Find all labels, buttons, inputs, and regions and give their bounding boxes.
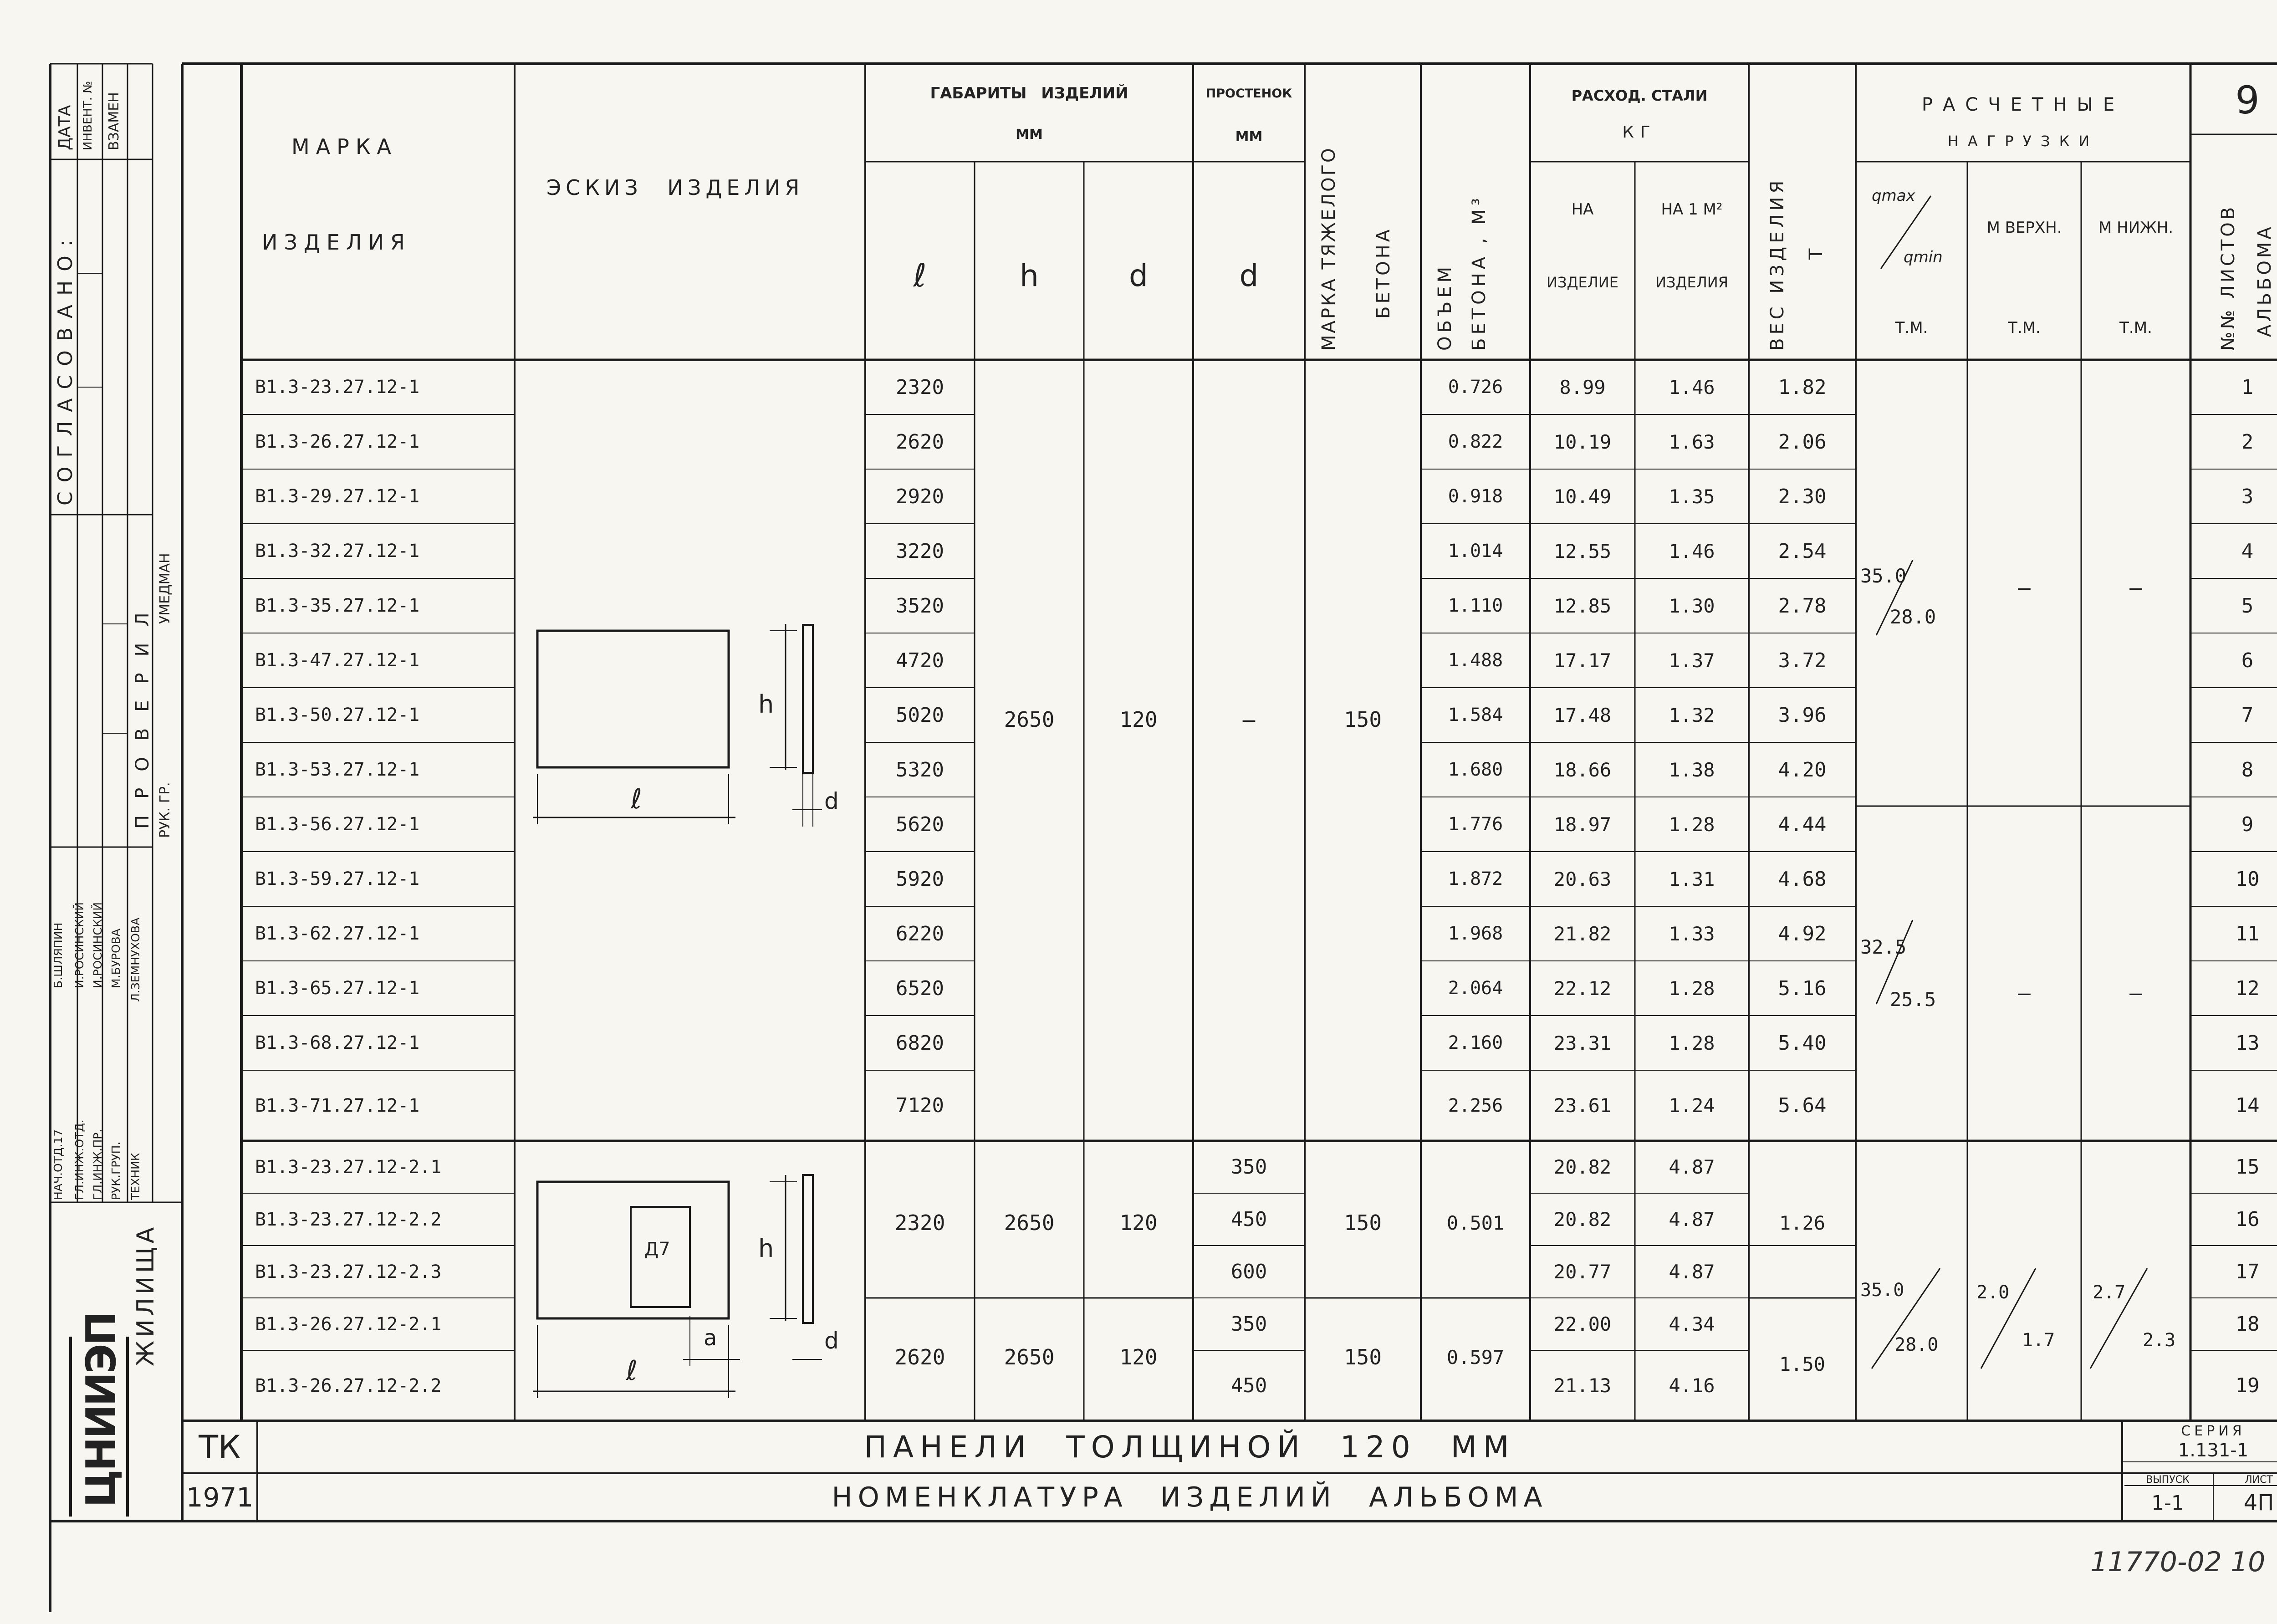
row-steel: 17.48 xyxy=(1553,704,1612,726)
header-volume: ОБЪЕМ xyxy=(1435,263,1455,351)
row-weight: 3.96 xyxy=(1778,703,1827,727)
g3-concrete: 150 xyxy=(1343,1345,1382,1369)
row-steel: 20.63 xyxy=(1553,868,1612,890)
row-length: 7120 xyxy=(896,1094,944,1117)
row-mark: В1.3-26.27.12-1 xyxy=(255,431,420,452)
header-per-item: НА xyxy=(1571,200,1594,219)
sketch1-h-label: h xyxy=(758,690,774,719)
row-mark: В1.3-71.27.12-1 xyxy=(255,1095,420,1116)
row-length: 5920 xyxy=(896,867,944,891)
row-mark: В1.3-29.27.12-1 xyxy=(255,486,420,507)
row-volume: 1.014 xyxy=(1448,541,1503,562)
row-steel: 20.77 xyxy=(1553,1261,1612,1283)
header-m-top: М ВЕРХН. xyxy=(1986,219,2062,237)
row-mark: В1.3-23.27.12-2.3 xyxy=(255,1261,442,1282)
row-mark: В1.3-23.27.12-2.2 xyxy=(255,1209,442,1230)
sketch1-d-label: d xyxy=(824,788,839,814)
row-steel-m2: 1.38 xyxy=(1669,758,1715,781)
header-sheets: №№ ЛИСТОВ xyxy=(2218,204,2239,351)
row-weight: 2.06 xyxy=(1778,430,1827,454)
checker-role: РУК. ГР. xyxy=(157,782,173,838)
row-mark: В1.3-35.27.12-1 xyxy=(255,595,420,616)
row-steel-m2: 1.30 xyxy=(1669,594,1715,617)
row-steel-m2: 1.33 xyxy=(1669,922,1715,945)
row-length: 4720 xyxy=(896,649,944,672)
sheet-label: ЛИСТ xyxy=(2245,1474,2273,1486)
g2-d: 120 xyxy=(1119,1210,1158,1235)
row-steel-m2: 1.28 xyxy=(1669,1032,1715,1054)
row-weight: 5.64 xyxy=(1778,1094,1827,1117)
row-steel-m2: 1.32 xyxy=(1669,704,1715,726)
row-steel: 10.49 xyxy=(1553,485,1612,508)
header-mark-2: ИЗДЕЛИЯ xyxy=(262,230,411,255)
row-steel: 18.66 xyxy=(1553,758,1612,781)
row-pier: 450 xyxy=(1230,1374,1267,1397)
row-sheet-number: 5 xyxy=(2241,594,2254,618)
qc-m-bot-b: 2.3 xyxy=(2143,1330,2176,1351)
row-volume: 2.160 xyxy=(1448,1032,1503,1053)
row-length: 5320 xyxy=(896,758,944,781)
g2-concrete: 150 xyxy=(1343,1210,1382,1235)
header-qmax: qmax xyxy=(1872,187,1915,205)
row-steel-m2: 1.35 xyxy=(1669,485,1715,508)
header-concrete: МАРКА ТЯЖЕЛОГО xyxy=(1318,146,1339,351)
row-length: 2920 xyxy=(896,485,944,508)
row-volume: 2.256 xyxy=(1448,1095,1503,1116)
row-steel: 10.19 xyxy=(1553,430,1612,453)
row-weight: 4.20 xyxy=(1778,758,1827,781)
row-sheet-number: 8 xyxy=(2241,758,2254,781)
row-volume: 0.726 xyxy=(1448,377,1503,398)
g1-concrete: 150 xyxy=(1343,707,1382,732)
header-steel-unit: КГ xyxy=(1622,123,1657,142)
row-steel-m2: 1.46 xyxy=(1669,540,1715,562)
row-weight: 2.54 xyxy=(1778,539,1827,563)
row-weight: 4.92 xyxy=(1778,922,1827,945)
stamp-inventory-label: ИНВЕНТ. № xyxy=(81,81,95,150)
g2-l: 2320 xyxy=(894,1210,945,1235)
issue-label: ВЫПУСК xyxy=(2146,1474,2190,1486)
row-sheet-number: 4 xyxy=(2241,539,2254,563)
header-d: d xyxy=(1129,258,1148,293)
row-mark: В1.3-65.27.12-1 xyxy=(255,978,420,999)
qa-qmin: 28.0 xyxy=(1890,606,1936,628)
header-per-m2: НА 1 М² xyxy=(1661,200,1723,219)
row-pier: 350 xyxy=(1230,1155,1267,1179)
row-length: 3520 xyxy=(896,594,944,618)
row-sheet-number: 16 xyxy=(2235,1208,2260,1231)
header-l: ℓ xyxy=(913,257,927,294)
qb-m-bot: — xyxy=(2129,981,2142,1005)
row-volume: 1.872 xyxy=(1448,868,1503,889)
sketch2-a-label: a xyxy=(704,1325,717,1351)
department-label: ЖИЛИЩА xyxy=(132,1223,159,1366)
header-unit-mtop: Т.М. xyxy=(2008,319,2041,337)
title-line-2: НОМЕНКЛАТУРА ИЗДЕЛИЙ АЛЬБОМА xyxy=(832,1481,1548,1513)
row-steel: 12.85 xyxy=(1553,594,1612,617)
g2-weight: 1.26 xyxy=(1779,1211,1826,1234)
row-volume: 1.776 xyxy=(1448,814,1503,835)
row-volume: 1.488 xyxy=(1448,650,1503,671)
row-volume: 1.968 xyxy=(1448,923,1503,944)
row-mark: В1.3-56.27.12-1 xyxy=(255,814,420,835)
row-sheet-number: 9 xyxy=(2241,812,2254,836)
row-sheet-number: 15 xyxy=(2235,1155,2260,1179)
row-steel: 12.55 xyxy=(1553,540,1612,562)
row-sheet-number: 10 xyxy=(2235,867,2260,891)
g1-h: 2650 xyxy=(1004,707,1055,732)
row-sheet-number: 6 xyxy=(2241,649,2254,672)
row-volume: 2.064 xyxy=(1448,978,1503,999)
header-h: h xyxy=(1020,258,1039,293)
row-steel-m2: 1.24 xyxy=(1669,1094,1715,1117)
row-weight: 4.44 xyxy=(1778,812,1827,836)
row-steel: 21.13 xyxy=(1553,1374,1612,1397)
row-length: 6220 xyxy=(896,922,944,945)
header-qmin: qmin xyxy=(1904,248,1943,266)
qa-m-top: — xyxy=(2018,575,2031,600)
header-sheets-2: АЛЬБОМА xyxy=(2254,224,2275,337)
row-steel-m2: 1.28 xyxy=(1669,813,1715,836)
header-dims-unit: ММ xyxy=(1016,126,1043,143)
qc-qmax: 35.0 xyxy=(1860,1280,1904,1301)
header-concrete-2: БЕТОНА xyxy=(1373,226,1394,319)
sketch2-door-label: Д7 xyxy=(644,1239,670,1260)
row-steel: 21.82 xyxy=(1553,922,1612,945)
row-steel-m2: 1.63 xyxy=(1669,430,1715,453)
checker-name: УМЕДМАН xyxy=(157,553,173,624)
name-1: Б.ШЛЯПИН xyxy=(51,922,65,988)
row-mark: В1.3-26.27.12-2.2 xyxy=(255,1375,442,1396)
issue-value: 1-1 xyxy=(2151,1491,2184,1515)
row-steel: 17.17 xyxy=(1553,649,1612,672)
qc-m-top: 2.0 xyxy=(1976,1282,2010,1303)
row-length: 3220 xyxy=(896,539,944,563)
g2-volume: 0.501 xyxy=(1446,1211,1505,1234)
row-steel: 23.31 xyxy=(1553,1032,1612,1054)
row-sheet-number: 18 xyxy=(2235,1312,2260,1336)
g3-d: 120 xyxy=(1119,1345,1158,1369)
header-pier-unit: ММ xyxy=(1235,128,1263,145)
row-sheet-number: 1 xyxy=(2241,375,2254,399)
header-d2: d xyxy=(1239,258,1259,293)
row-steel-m2: 1.31 xyxy=(1669,868,1715,890)
checked-label: ПРОВЕРИЛ xyxy=(132,596,153,829)
header-volume-2: БЕТОНА , М³ xyxy=(1469,194,1490,351)
row-weight: 5.16 xyxy=(1778,976,1827,1000)
row-length: 5020 xyxy=(896,703,944,727)
institute-logo: ЦНИИЭП xyxy=(77,1313,125,1507)
g2-h: 2650 xyxy=(1004,1210,1055,1235)
header-dims: ГАБАРИТЫ ИЗДЕЛИЙ xyxy=(930,84,1128,102)
row-sheet-number: 11 xyxy=(2235,922,2260,945)
sketch2-l-label: ℓ xyxy=(626,1355,638,1387)
row-volume: 1.110 xyxy=(1448,595,1503,616)
header-pier: ПРОСТЕНОК xyxy=(1205,86,1292,101)
name-5: Л.ЗЕМНУХОВА xyxy=(129,917,142,1002)
row-steel-m2: 4.87 xyxy=(1669,1156,1715,1178)
g3-weight: 1.50 xyxy=(1779,1353,1826,1375)
row-weight: 2.78 xyxy=(1778,594,1827,618)
row-steel: 20.82 xyxy=(1553,1156,1612,1178)
qc-m-top-b: 1.7 xyxy=(2022,1330,2055,1351)
row-weight: 4.68 xyxy=(1778,867,1827,891)
row-volume: 0.822 xyxy=(1448,431,1503,452)
qc-qmin: 28.0 xyxy=(1894,1334,1939,1355)
row-steel: 23.61 xyxy=(1553,1094,1612,1117)
qb-m-top: — xyxy=(2018,981,2031,1005)
name-2: И.РОСИНСКИЙ xyxy=(73,902,86,988)
header-per-item-2: ИЗДЕЛИЕ xyxy=(1547,274,1618,291)
approved-label: СОГЛАСОВАНО: xyxy=(54,230,77,506)
row-sheet-number: 12 xyxy=(2235,976,2260,1000)
row-sheet-number: 3 xyxy=(2241,485,2254,508)
row-steel-m2: 1.28 xyxy=(1669,977,1715,1000)
row-length: 6820 xyxy=(896,1031,944,1055)
header-loads: РАСЧЕТНЫЕ xyxy=(1921,94,2125,115)
row-mark: В1.3-62.27.12-1 xyxy=(255,923,420,944)
row-mark: В1.3-32.27.12-1 xyxy=(255,541,420,562)
header-per-m2-2: ИЗДЕЛИЯ xyxy=(1655,274,1728,291)
row-steel: 8.99 xyxy=(1559,376,1606,398)
row-mark: В1.3-26.27.12-2.1 xyxy=(255,1313,442,1335)
row-steel: 22.00 xyxy=(1553,1313,1612,1335)
sketch2-d-label: d xyxy=(824,1328,839,1354)
header-weight-unit: Т xyxy=(1806,248,1827,260)
sheet-value: 4П xyxy=(2243,1490,2274,1516)
row-steel-m2: 4.34 xyxy=(1669,1313,1715,1335)
header-unit-mbot: Т.М. xyxy=(2119,319,2152,337)
role-2: ГЛ.ИНЖ.ОТД. xyxy=(73,1119,86,1200)
row-mark: В1.3-23.27.12-1 xyxy=(255,377,420,398)
g1-d: 120 xyxy=(1119,707,1158,732)
year-label: 1971 xyxy=(186,1481,254,1513)
header-mark: МАРКА xyxy=(291,134,398,159)
row-steel: 20.82 xyxy=(1553,1208,1612,1231)
series-value: 1.131-1 xyxy=(2178,1440,2249,1461)
qc-m-bot: 2.7 xyxy=(2093,1282,2126,1303)
role-4: РУК.ГРУП. xyxy=(109,1141,123,1200)
qb-qmax: 32.5 xyxy=(1860,936,1907,958)
qa-qmax: 35.0 xyxy=(1860,565,1907,587)
header-sketch: ЭСКИЗ ИЗДЕЛИЯ xyxy=(546,175,804,200)
row-weight: 3.72 xyxy=(1778,649,1827,672)
g1-pier: — xyxy=(1242,707,1256,732)
row-steel-m2: 4.87 xyxy=(1669,1208,1715,1231)
row-weight: 5.40 xyxy=(1778,1031,1827,1055)
row-mark: В1.3-53.27.12-1 xyxy=(255,759,420,780)
row-steel-m2: 4.87 xyxy=(1669,1261,1715,1283)
sketch1-l-label: ℓ xyxy=(631,783,642,815)
header-loads-2: НАГРУЗКИ xyxy=(1947,133,2099,150)
row-length: 2620 xyxy=(896,430,944,454)
row-mark: В1.3-23.27.12-2.1 xyxy=(255,1156,442,1178)
row-pier: 350 xyxy=(1230,1312,1267,1336)
row-length: 6520 xyxy=(896,976,944,1000)
sheet-number: 9 xyxy=(2235,78,2260,123)
role-5: ТЕХНИК xyxy=(129,1153,142,1200)
row-steel-m2: 4.16 xyxy=(1669,1374,1715,1397)
g3-h: 2650 xyxy=(1004,1345,1055,1369)
header-steel: РАСХОД. СТАЛИ xyxy=(1571,87,1708,104)
row-weight: 2.30 xyxy=(1778,485,1827,508)
stamp-replace-label: ВЗАМЕН xyxy=(106,92,122,150)
sketch2-h-label: h xyxy=(758,1234,774,1263)
g3-volume: 0.597 xyxy=(1446,1346,1505,1369)
row-sheet-number: 17 xyxy=(2235,1260,2260,1283)
row-volume: 1.584 xyxy=(1448,705,1503,725)
row-mark: В1.3-47.27.12-1 xyxy=(255,650,420,671)
stamp-date-label: ДАТА xyxy=(56,105,74,150)
tk-label: ТК xyxy=(199,1428,241,1466)
name-4: М.БУРОВА xyxy=(109,929,123,988)
row-steel-m2: 1.46 xyxy=(1669,376,1715,398)
g3-l: 2620 xyxy=(894,1345,945,1369)
header-unit-q: Т.М. xyxy=(1895,319,1928,337)
row-pier: 600 xyxy=(1230,1260,1267,1283)
row-mark: В1.3-59.27.12-1 xyxy=(255,868,420,889)
row-sheet-number: 14 xyxy=(2235,1094,2260,1117)
row-pier: 450 xyxy=(1230,1208,1267,1231)
role-1: НАЧ.ОТД.17 xyxy=(51,1129,65,1200)
row-mark: В1.3-68.27.12-1 xyxy=(255,1032,420,1053)
archive-number: 11770-02 10 xyxy=(2090,1546,2266,1578)
header-m-bot: М НИЖН. xyxy=(2098,219,2174,237)
row-steel-m2: 1.37 xyxy=(1669,649,1715,672)
row-sheet-number: 2 xyxy=(2241,430,2254,454)
row-weight: 1.82 xyxy=(1778,375,1827,399)
row-volume: 0.918 xyxy=(1448,486,1503,507)
name-3: И.РОСИНСКИЙ xyxy=(91,902,104,988)
role-3: ГЛ.ИНЖ.ПР. xyxy=(91,1129,104,1200)
header-weight: ВЕС ИЗДЕЛИЯ xyxy=(1767,177,1788,351)
row-length: 2320 xyxy=(896,375,944,399)
qa-m-bot: — xyxy=(2129,575,2142,600)
row-sheet-number: 19 xyxy=(2235,1374,2260,1397)
row-mark: В1.3-50.27.12-1 xyxy=(255,705,420,725)
row-sheet-number: 7 xyxy=(2241,703,2254,727)
row-steel: 22.12 xyxy=(1553,977,1612,1000)
row-sheet-number: 13 xyxy=(2235,1031,2260,1055)
row-length: 5620 xyxy=(896,812,944,836)
row-steel: 18.97 xyxy=(1553,813,1612,836)
qb-qmin: 25.5 xyxy=(1890,988,1936,1011)
row-volume: 1.680 xyxy=(1448,759,1503,780)
series-label: СЕРИЯ xyxy=(2181,1423,2246,1439)
title-line-1: ПАНЕЛИ ТОЛЩИНОЙ 120 ММ xyxy=(864,1430,1516,1465)
